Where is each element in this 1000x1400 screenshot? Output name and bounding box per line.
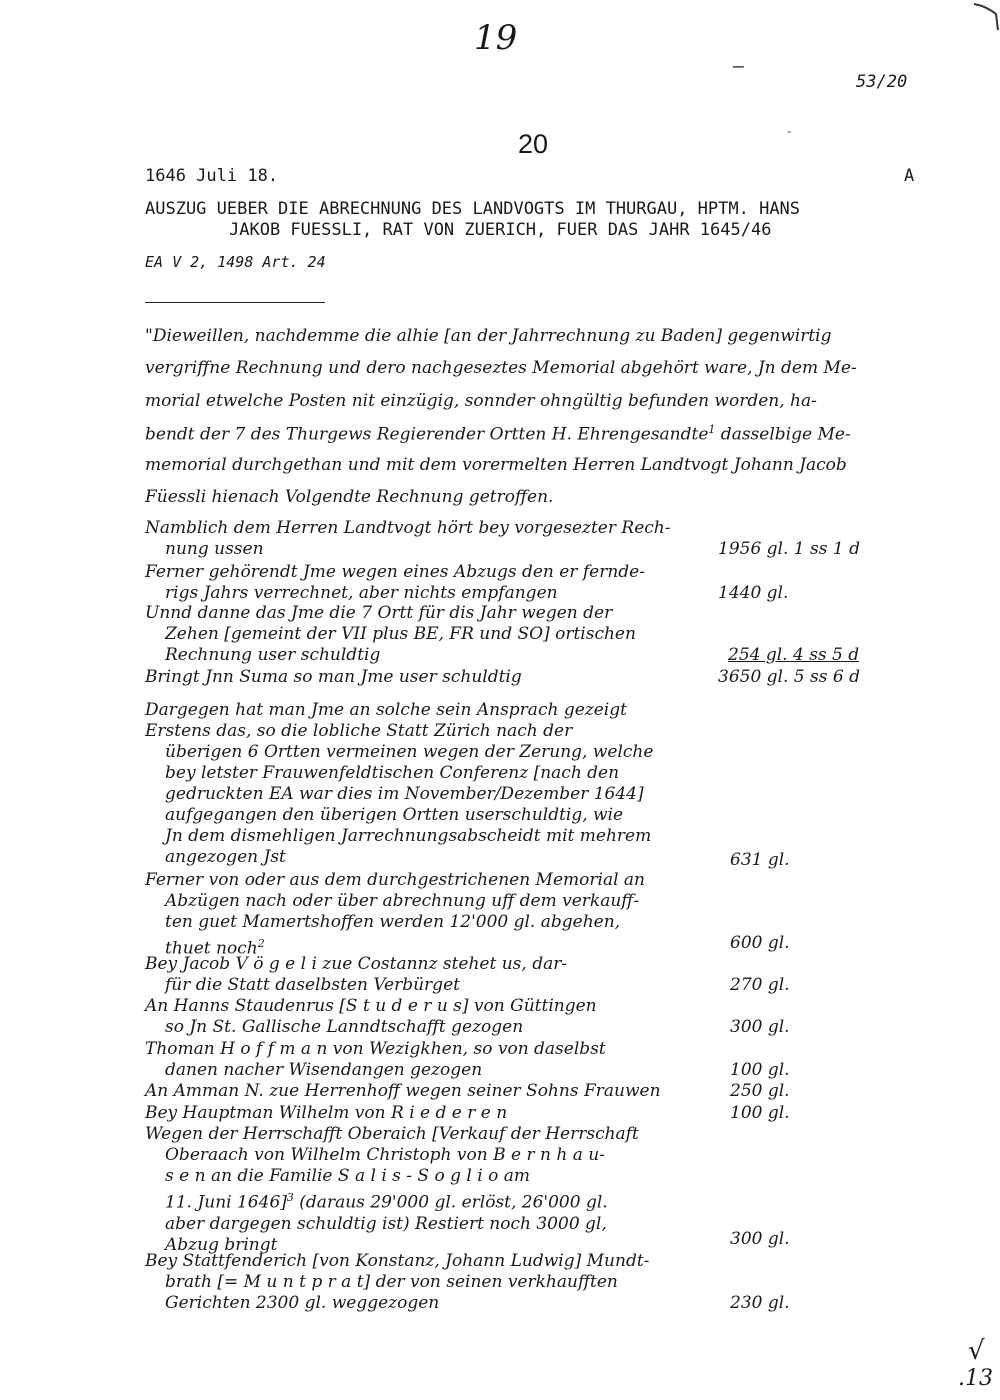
- page-number: 20: [518, 129, 549, 159]
- entry-line: An Hanns Staudenrus [S t u d e r u s] von Güttingen: [145, 996, 597, 1016]
- expense-amount: 250 gl.: [730, 1081, 790, 1101]
- entry-line: Ferner von oder aus dem durchgestrichenen Memorial an: [145, 870, 645, 890]
- entry-line: Abzügen nach oder über abrechnung uff dem verkauff-: [165, 891, 640, 911]
- entry-line: thuet noch$^2$: [165, 937, 265, 959]
- entry-line: danen nacher Wisendangen gezogen: [165, 1060, 483, 1080]
- entry-line: so Jn St. Gallische Lanndtschafft gezogen: [165, 1017, 524, 1037]
- expense-amount: 270 gl.: [730, 975, 790, 995]
- entry-line: angezogen Jst: [165, 847, 286, 867]
- entry-line: Gerichten 2300 gl. weggezogen: [165, 1293, 440, 1313]
- expense-entry: [145, 870, 705, 960]
- entry-line: aufgegangen den überigen Ortten userschuldtig, wie: [165, 805, 624, 825]
- expense-entry: [145, 1039, 705, 1081]
- footnote-marker: 1: [708, 423, 716, 436]
- entry-line: Unnd danne das Jme die 7 Ortt für dis Jahr wegen der: [145, 603, 613, 623]
- entry-line: nung ussen: [165, 539, 264, 559]
- entry-line: Jn dem dismehligen Jarrechnungsabscheidt mit mehrem: [165, 826, 652, 846]
- entry-line: Bringt Jnn Suma so man Jme user schuldtig: [145, 667, 522, 687]
- source-reference: EA V 2, 1498 Art. 24: [145, 253, 326, 271]
- folio-number-handwritten: 19: [474, 18, 518, 58]
- entry-line: 11. Juni 1646]$^3$ (daraus 29'000 gl. erlöst, 26'000 gl.: [165, 1191, 608, 1213]
- entry-line: Bey Hauptman Wilhelm von R i e d e r e n: [145, 1103, 508, 1123]
- section-divider: [145, 302, 325, 303]
- expense-entry: [145, 1251, 705, 1314]
- expense-entry: [145, 1124, 705, 1256]
- expense-entry: [145, 954, 705, 996]
- intro-line: morial etwelche Posten nit einzügig, sonnder ohngültig befunden worden, ha-: [145, 391, 817, 411]
- expenses-heading: Dargegen hat man Jme an solche sein Ansprach gezeigt: [145, 700, 627, 720]
- footnote-marker: 3: [286, 1191, 294, 1204]
- entry-line: Oberaach von Wilhelm Christoph von B e r n h a u-: [165, 1145, 605, 1165]
- entry-line: überigen 6 Ortten vermeinen wegen der Zerung, welche: [165, 742, 654, 762]
- expense-entry: [145, 1081, 705, 1102]
- expense-amount: 600 gl.: [730, 933, 790, 953]
- expense-amount: 300 gl.: [730, 1017, 790, 1037]
- check-mark: √: [968, 1336, 985, 1366]
- entry-line: Rechnung user schuldtig: [165, 645, 381, 665]
- entry-line: s e n an die Familie S a l i s - S o g l i o am: [165, 1166, 530, 1186]
- expense-amount: 100 gl.: [730, 1060, 790, 1080]
- expense-entry: [145, 996, 705, 1038]
- entry-line: brath [= M u n t p r a t] der von seinen verkhaufften: [165, 1272, 618, 1292]
- intro-line: memorial durchgethan und mit dem vorermelten Herren Landtvogt Johann Jacob: [145, 455, 847, 475]
- income-total-entry: [145, 667, 705, 688]
- entry-line: An Amman N. zue Herrenhoff wegen seiner Sohns Frauwen: [145, 1081, 661, 1101]
- entry-line: Zehen [gemeint der VII plus BE, FR und SO] ortischen: [165, 624, 636, 644]
- entry-line: bey letster Frauwenfeldtischen Conferenz [nach den: [165, 763, 620, 783]
- entry-line: Bey Jacob V ö g e l i zue Costannz stehet us, dar-: [145, 954, 568, 974]
- entry-line: aber dargegen schuldtig ist) Restiert noch 3000 gl,: [165, 1213, 607, 1234]
- income-amount: 1956 gl. 1 ss 1 d: [718, 539, 860, 559]
- document-letter: A: [904, 166, 915, 186]
- income-entry: [145, 562, 705, 604]
- entry-line: Ferner gehörendt Jme wegen eines Abzugs den er fernde-: [145, 562, 645, 582]
- income-entry: [145, 603, 705, 666]
- entry-line: Erstens das, so die lobliche Statt Zürich nach der: [145, 721, 573, 741]
- document-date: 1646 Juli 18.: [145, 166, 279, 186]
- intro-line: bendt der 7 des Thurgews Regierender Ortten H. Ehrengesandte$^1$ dasselbige Me-: [145, 423, 851, 445]
- entry-line: Thoman H o f f m a n von Wezigkhen, so von daselbst: [145, 1039, 606, 1059]
- entry-line: für die Statt daselbsten Verbürget: [165, 975, 460, 995]
- expense-amount: 100 gl.: [730, 1103, 790, 1123]
- expense-entry: [145, 721, 705, 868]
- expense-amount: 300 gl.: [730, 1229, 790, 1249]
- income-total-amount: 3650 gl. 5 ss 6 d: [718, 667, 860, 687]
- entry-line: Bey Stattfenderich [von Konstanz, Johann Ludwig] Mundt-: [145, 1251, 650, 1271]
- margin-small-dash: -: [785, 124, 794, 140]
- entry-line: Namblich dem Herren Landtvogt hört bey vorgesezter Rech-: [145, 518, 671, 538]
- entry-line: gedruckten EA war dies im November/Dezember 1644]: [165, 784, 644, 804]
- entry-line: Abzug bringt: [165, 1234, 278, 1255]
- entry-line: Wegen der Herrschafft Oberaich [Verkauf der Herrschaft: [145, 1124, 639, 1144]
- income-amount: 254 gl. 4 ss 5 d: [728, 645, 860, 665]
- intro-line: "Dieweillen, nachdemme die alhie [an der Jahrrechnung zu Baden] gegenwirtig: [145, 326, 832, 346]
- income-amount: 1440 gl.: [718, 583, 789, 603]
- entry-line: rigs Jahrs verrechnet, aber nichts empfangen: [165, 583, 558, 603]
- intro-line: Füessli hienach Volgendte Rechnung getroffen.: [145, 487, 554, 507]
- reference-number: 53/20: [856, 72, 908, 92]
- corner-scan-mark: [968, 0, 1000, 40]
- intro-line: vergriffne Rechnung und dero nachgeseztes Memorial abgehört ware, Jn dem Me-: [145, 358, 857, 378]
- entry-line: ten guet Mamertshoffen werden 12'000 gl. abgehen,: [165, 912, 621, 932]
- expense-amount: 631 gl.: [730, 850, 790, 870]
- footnote-marker: 2: [257, 937, 265, 950]
- income-entry: [145, 518, 705, 560]
- document-title-line-1: AUSZUG UEBER DIE ABRECHNUNG DES LANDVOGTS IM THURGAU, HPTM. HANS: [145, 199, 801, 219]
- bottom-folio-handwritten: .13: [958, 1366, 993, 1391]
- expense-entry: [145, 1103, 705, 1124]
- margin-dash: –: [733, 56, 744, 77]
- expense-amount: 230 gl.: [730, 1293, 790, 1313]
- document-title-line-2: JAKOB FUESSLI, RAT VON ZUERICH, FUER DAS JAHR 1645/46: [229, 220, 772, 240]
